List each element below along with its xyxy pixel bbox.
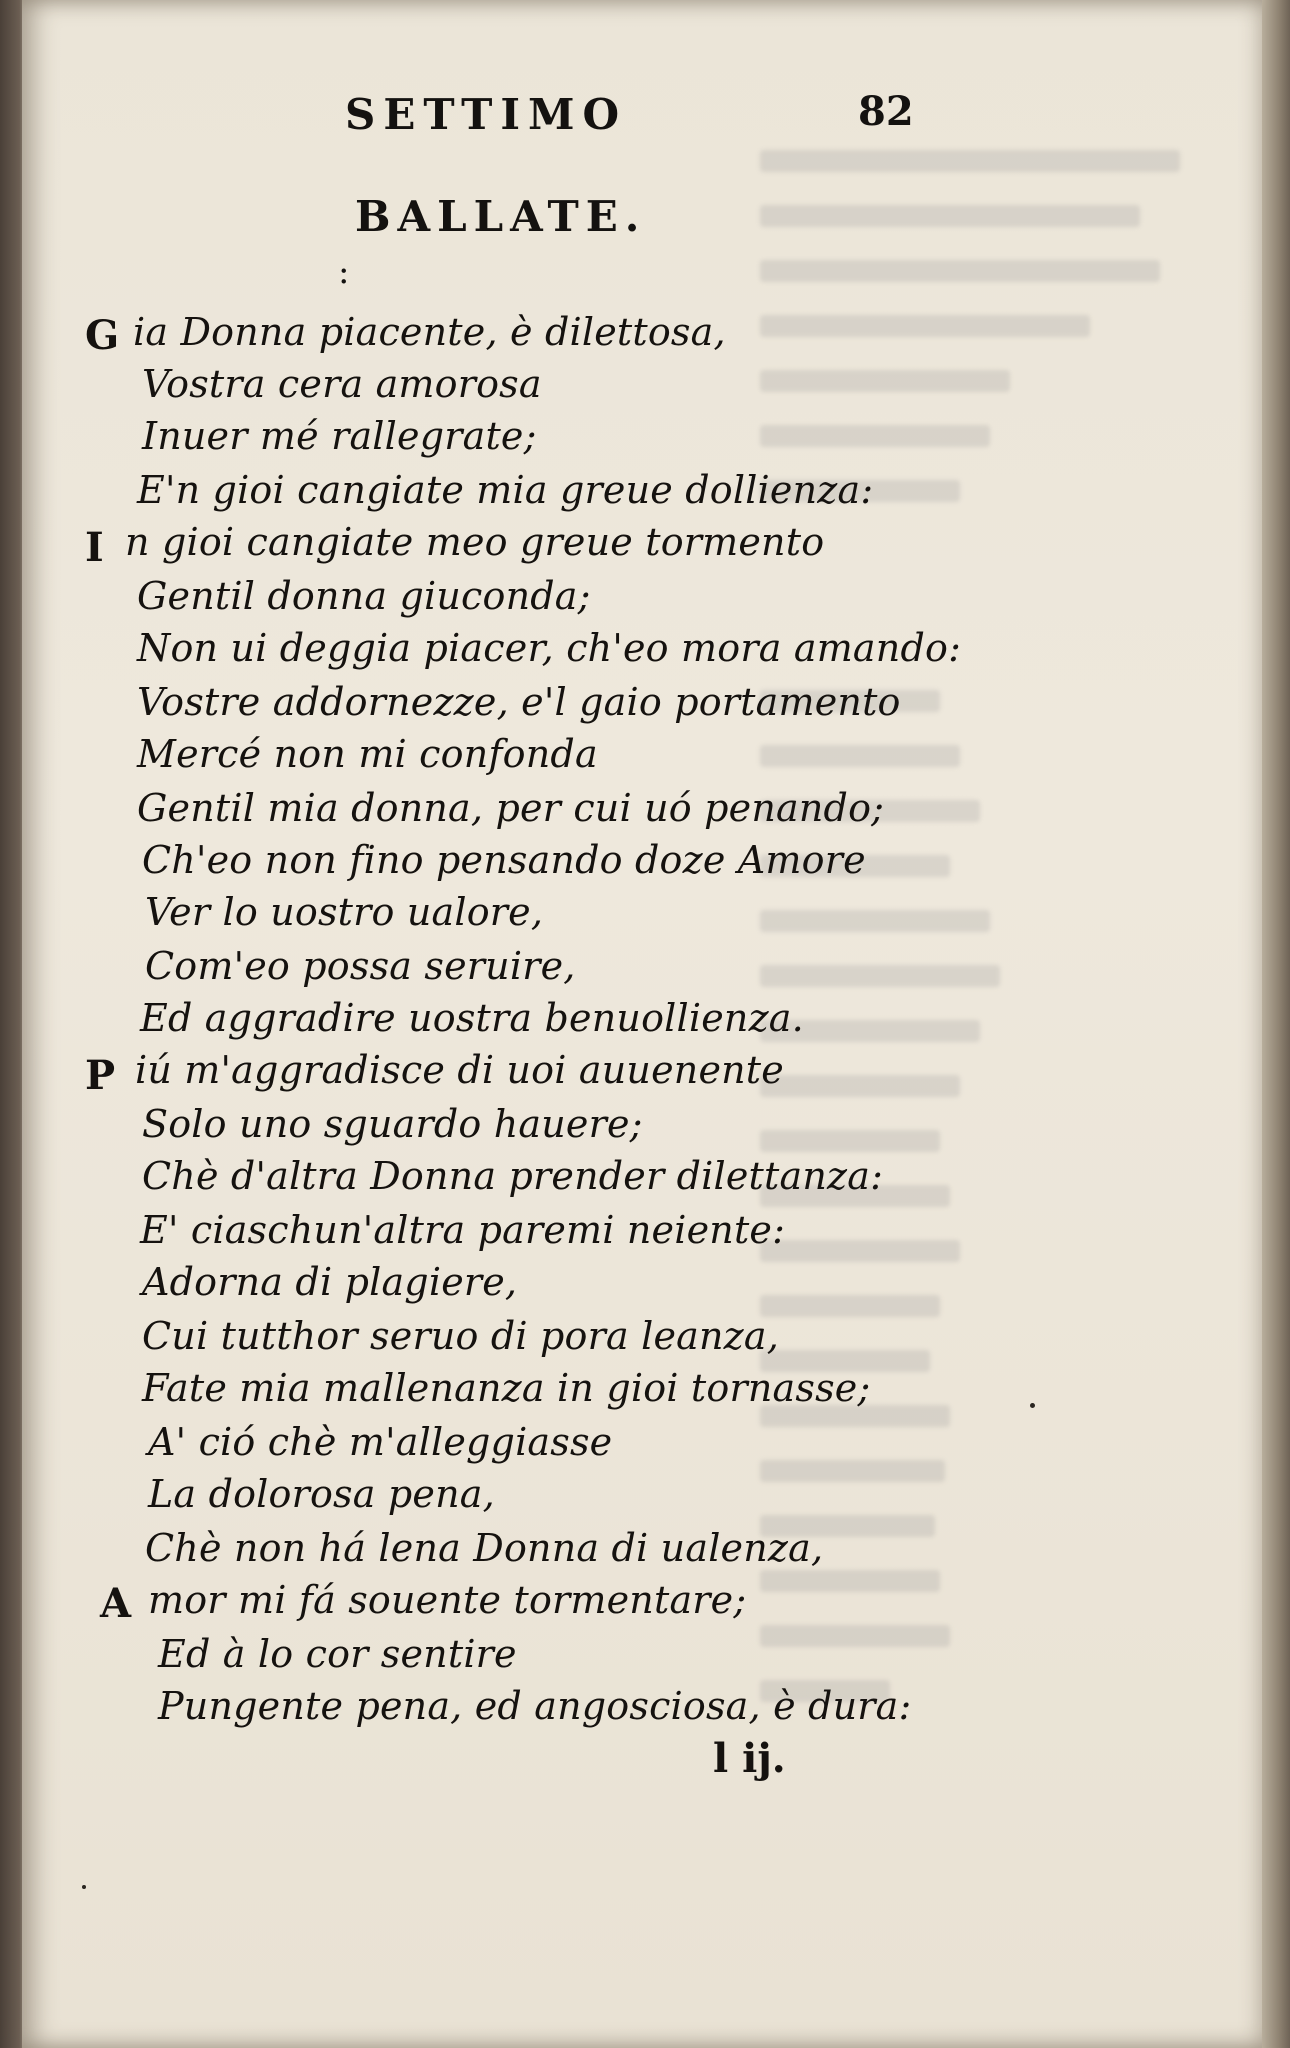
verse-line: Mercé non mi confonda: [137, 732, 598, 776]
verse-line: Com'eo possa seruire,: [145, 944, 576, 988]
stanza-initial: I: [85, 524, 104, 571]
verse-line: Chè non há lena Donna di ualenza,: [145, 1526, 824, 1570]
verse-line: iú m'aggradisce di uoi auuenente: [135, 1048, 784, 1092]
verse-line: Ver lo uostro ualore,: [145, 890, 544, 934]
ink-speck: [1030, 1403, 1035, 1408]
verse-line: La dolorosa pena,: [148, 1472, 495, 1516]
verse-line: n gioi cangiate meo greue tormento: [125, 520, 825, 564]
verse-line: E' ciaschun'altra paremi neiente:: [140, 1208, 786, 1252]
verse-line: Pungente pena, ed angosciosa, è dura:: [158, 1684, 912, 1728]
verse-line: Vostre addornezze, e'l gaio portamento: [137, 680, 901, 724]
page-number: 82: [858, 88, 914, 135]
colon-mark: :: [338, 252, 350, 292]
verse-line: Vostra cera amorosa: [142, 362, 542, 406]
verse-line: Ed à lo cor sentire: [158, 1632, 517, 1676]
verse-line: Inuer mé rallegrate;: [142, 414, 537, 458]
verse-line: Fate mia mallenanza in gioi tornasse;: [142, 1366, 871, 1410]
stanza-initial: A: [100, 1580, 132, 1627]
verse-line: A' ció chè m'alleggiasse: [148, 1420, 613, 1464]
verse-line: mor mi fá souente tormentare;: [148, 1578, 747, 1622]
stanza-initial: P: [85, 1052, 116, 1099]
signature-mark: l ij.: [713, 1735, 786, 1782]
verse-line: Non ui deggia piacer, ch'eo mora amando:: [137, 626, 962, 670]
verse-line: Ed aggradire uostra benuollienza.: [140, 996, 804, 1040]
verse-line: E'n gioi cangiate mia greue dollienza:: [137, 468, 874, 512]
verse-line: ia Donna piacente, è dilettosa,: [133, 310, 726, 354]
verse-line: Gentil donna giuconda;: [137, 574, 591, 618]
verse-line: Adorna di plagiere,: [142, 1260, 518, 1304]
running-head: SETTIMO: [345, 90, 628, 139]
verse-line: Gentil mia donna, per cui uó penando;: [137, 786, 885, 830]
stanza-initial: G: [85, 312, 120, 359]
verse-line: Ch'eo non fino pensando doze Amore: [142, 838, 866, 882]
verse-line: Chè d'altra Donna prender dilettanza:: [142, 1154, 884, 1198]
verse-line: Solo uno sguardo hauere;: [142, 1102, 643, 1146]
ink-speck: [82, 1885, 86, 1889]
section-title: BALLATE.: [355, 192, 647, 241]
verse-line: Cui tutthor seruo di pora leanza,: [142, 1314, 780, 1358]
